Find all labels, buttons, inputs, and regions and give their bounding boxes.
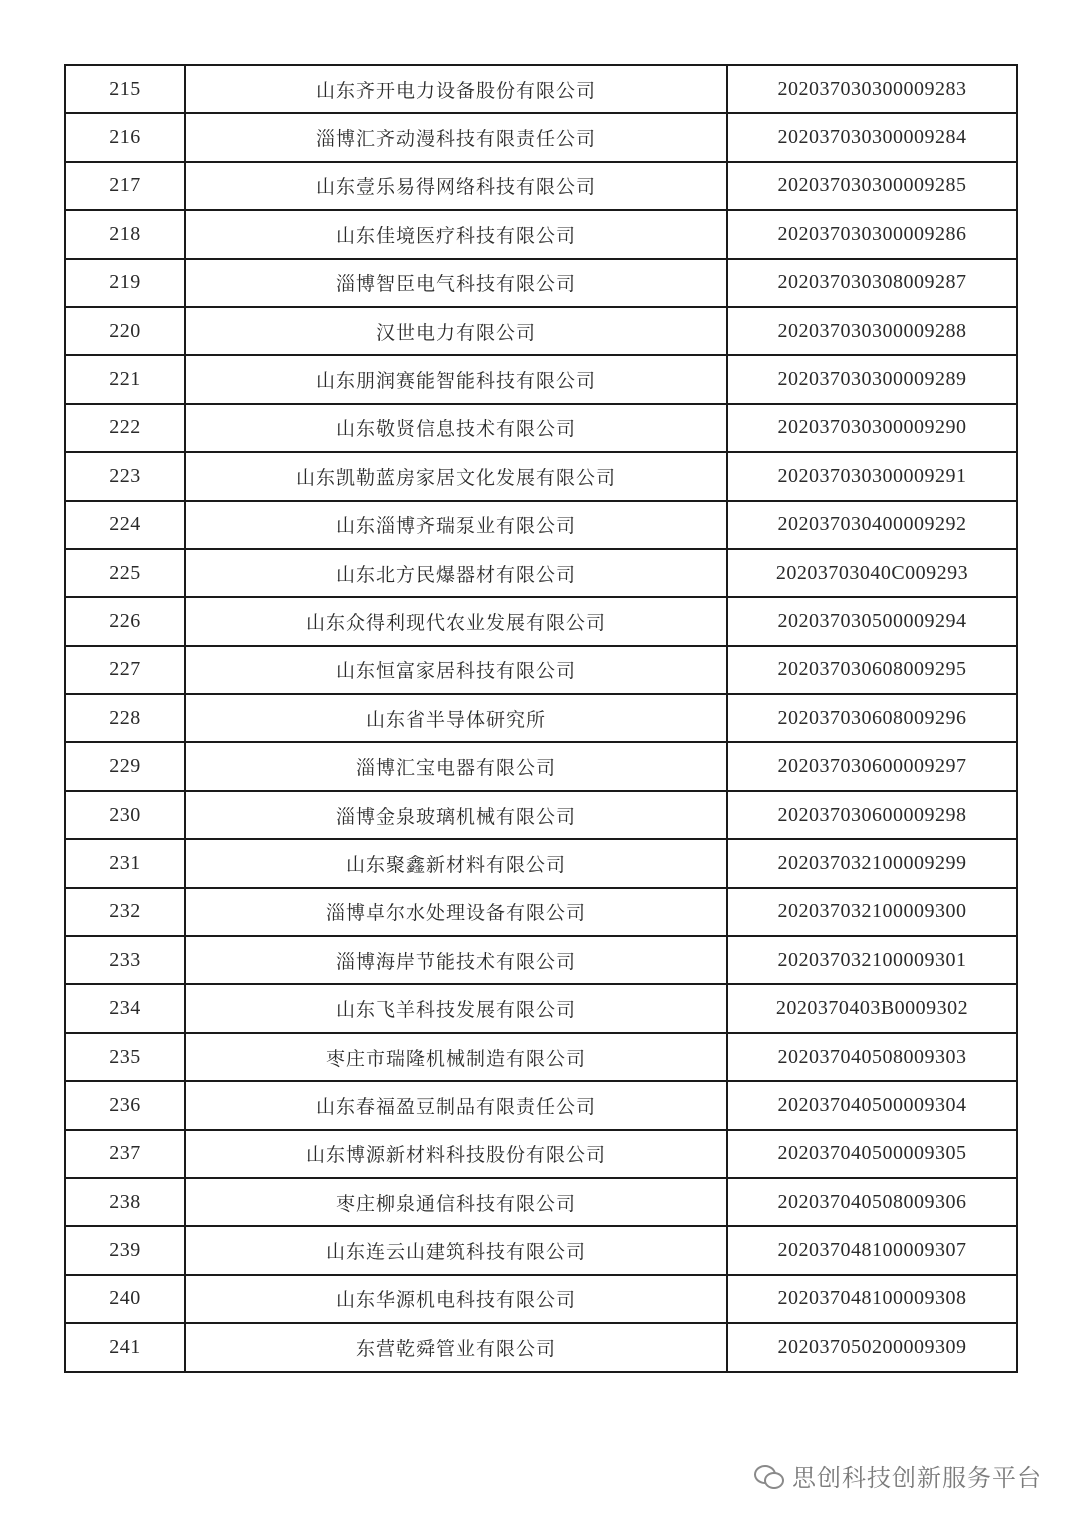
registration-code-cell: 202037050200009309	[727, 1323, 1017, 1371]
registration-code-cell: 202037030308009287	[727, 259, 1017, 307]
registration-code-cell: 202037030500009294	[727, 597, 1017, 645]
registration-code-cell: 20203703040C009293	[727, 549, 1017, 597]
registration-code-cell: 202037030300009291	[727, 452, 1017, 500]
company-name-cell: 山东北方民爆器材有限公司	[185, 549, 727, 597]
table-row	[65, 452, 1017, 500]
table-row	[65, 742, 1017, 790]
row-number-cell: 226	[65, 597, 185, 645]
row-number-cell: 239	[65, 1226, 185, 1274]
table-row	[65, 694, 1017, 742]
registration-code-cell: 202037030400009292	[727, 501, 1017, 549]
table-row	[65, 1130, 1017, 1178]
row-number-cell: 221	[65, 355, 185, 403]
company-name-cell: 汉世电力有限公司	[185, 307, 727, 355]
company-name-cell: 山东齐开电力设备股份有限公司	[185, 65, 727, 113]
company-name-cell: 淄博汇宝电器有限公司	[185, 742, 727, 790]
registration-code-cell: 202037032100009300	[727, 888, 1017, 936]
company-name-cell: 山东朋润赛能智能科技有限公司	[185, 355, 727, 403]
row-number-cell: 215	[65, 65, 185, 113]
wechat-watermark	[754, 1458, 1042, 1493]
row-number-cell: 216	[65, 113, 185, 161]
row-number-cell: 240	[65, 1275, 185, 1323]
table-row	[65, 1323, 1017, 1371]
registration-code-cell: 202037040500009304	[727, 1081, 1017, 1129]
company-name-cell: 山东淄博齐瑞泵业有限公司	[185, 501, 727, 549]
registration-code-cell: 202037030300009290	[727, 404, 1017, 452]
company-name-cell: 山东恒富家居科技有限公司	[185, 646, 727, 694]
company-name-cell: 枣庄市瑞隆机械制造有限公司	[185, 1033, 727, 1081]
company-name-cell: 山东省半导体研究所	[185, 694, 727, 742]
row-number-cell: 223	[65, 452, 185, 500]
row-number-cell: 238	[65, 1178, 185, 1226]
company-name-cell: 淄博海岸节能技术有限公司	[185, 936, 727, 984]
company-name-cell: 淄博智臣电气科技有限公司	[185, 259, 727, 307]
table-row	[65, 646, 1017, 694]
company-name-cell: 山东敬贤信息技术有限公司	[185, 404, 727, 452]
row-number-cell: 229	[65, 742, 185, 790]
table-row	[65, 65, 1017, 113]
company-name-cell: 山东连云山建筑科技有限公司	[185, 1226, 727, 1274]
company-registry-table-container	[64, 64, 1016, 1373]
table-row	[65, 984, 1017, 1032]
company-name-cell: 枣庄柳泉通信科技有限公司	[185, 1178, 727, 1226]
registration-code-cell: 202037032100009299	[727, 839, 1017, 887]
table-row	[65, 210, 1017, 258]
registration-code-cell: 202037032100009301	[727, 936, 1017, 984]
table-row	[65, 501, 1017, 549]
registration-code-cell: 202037048100009307	[727, 1226, 1017, 1274]
row-number-cell: 241	[65, 1323, 185, 1371]
table-row	[65, 1226, 1017, 1274]
registration-code-cell: 202037030300009286	[727, 210, 1017, 258]
company-registry-table	[64, 64, 1018, 1373]
registration-code-cell: 202037030608009296	[727, 694, 1017, 742]
registration-code-cell: 202037030300009285	[727, 162, 1017, 210]
table-row	[65, 839, 1017, 887]
registration-code-cell: 2020370403B0009302	[727, 984, 1017, 1032]
registration-code-cell: 202037030300009283	[727, 65, 1017, 113]
company-name-cell: 淄博金泉玻璃机械有限公司	[185, 791, 727, 839]
row-number-cell: 232	[65, 888, 185, 936]
registration-code-cell: 202037040500009305	[727, 1130, 1017, 1178]
row-number-cell: 233	[65, 936, 185, 984]
registration-code-cell: 202037030600009297	[727, 742, 1017, 790]
registration-code-cell: 202037030300009288	[727, 307, 1017, 355]
table-row	[65, 597, 1017, 645]
table-row	[65, 791, 1017, 839]
registration-code-cell: 202037030300009284	[727, 113, 1017, 161]
registration-code-cell: 202037030600009298	[727, 791, 1017, 839]
row-number-cell: 219	[65, 259, 185, 307]
table-row	[65, 404, 1017, 452]
table-row	[65, 355, 1017, 403]
row-number-cell: 225	[65, 549, 185, 597]
company-name-cell: 淄博卓尔水处理设备有限公司	[185, 888, 727, 936]
registration-code-cell: 202037030300009289	[727, 355, 1017, 403]
table-row	[65, 1081, 1017, 1129]
company-name-cell: 东营乾舜管业有限公司	[185, 1323, 727, 1371]
company-name-cell: 山东壹乐易得网络科技有限公司	[185, 162, 727, 210]
row-number-cell: 231	[65, 839, 185, 887]
table-row	[65, 1178, 1017, 1226]
row-number-cell: 230	[65, 791, 185, 839]
table-row	[65, 307, 1017, 355]
company-name-cell: 山东佳境医疗科技有限公司	[185, 210, 727, 258]
table-row	[65, 162, 1017, 210]
row-number-cell: 224	[65, 501, 185, 549]
row-number-cell: 218	[65, 210, 185, 258]
registration-code-cell: 202037040508009306	[727, 1178, 1017, 1226]
company-name-cell: 山东凯勒蓝房家居文化发展有限公司	[185, 452, 727, 500]
table-row	[65, 549, 1017, 597]
row-number-cell: 217	[65, 162, 185, 210]
company-name-cell: 山东众得利现代农业发展有限公司	[185, 597, 727, 645]
row-number-cell: 228	[65, 694, 185, 742]
registration-code-cell: 202037030608009295	[727, 646, 1017, 694]
company-name-cell: 山东华源机电科技有限公司	[185, 1275, 727, 1323]
registry-table-body	[65, 65, 1017, 1372]
row-number-cell: 234	[65, 984, 185, 1032]
row-number-cell: 227	[65, 646, 185, 694]
wechat-icon	[754, 1463, 784, 1489]
row-number-cell: 220	[65, 307, 185, 355]
table-row	[65, 888, 1017, 936]
company-name-cell: 山东聚鑫新材料有限公司	[185, 839, 727, 887]
watermark-text: 思创科技创新服务平台	[792, 1464, 1042, 1492]
company-name-cell: 淄博汇齐动漫科技有限责任公司	[185, 113, 727, 161]
registration-code-cell: 202037040508009303	[727, 1033, 1017, 1081]
table-row	[65, 936, 1017, 984]
table-row	[65, 113, 1017, 161]
row-number-cell: 236	[65, 1081, 185, 1129]
row-number-cell: 222	[65, 404, 185, 452]
company-name-cell: 山东春福盈豆制品有限责任公司	[185, 1081, 727, 1129]
table-row	[65, 1275, 1017, 1323]
row-number-cell: 235	[65, 1033, 185, 1081]
registration-code-cell: 202037048100009308	[727, 1275, 1017, 1323]
company-name-cell: 山东博源新材料科技股份有限公司	[185, 1130, 727, 1178]
company-name-cell: 山东飞羊科技发展有限公司	[185, 984, 727, 1032]
table-row	[65, 259, 1017, 307]
row-number-cell: 237	[65, 1130, 185, 1178]
table-row	[65, 1033, 1017, 1081]
